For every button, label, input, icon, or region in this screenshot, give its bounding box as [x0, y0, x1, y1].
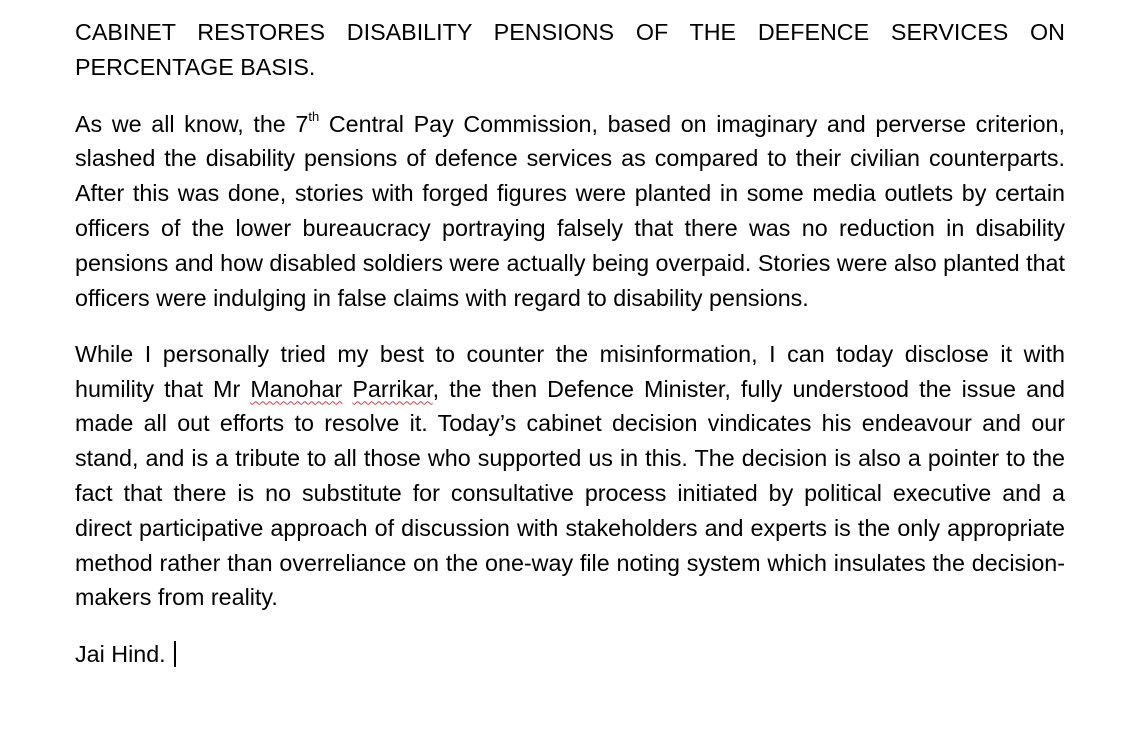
document-body[interactable] [75, 15, 1065, 693]
closing-text: Jai Hind. [75, 640, 166, 667]
paragraph-1-start: As we all know, the 7 [75, 110, 309, 137]
document-title [75, 15, 1065, 85]
paragraph-1 [75, 107, 1065, 316]
name-space [342, 376, 352, 402]
paragraph-2 [75, 337, 1065, 615]
ordinal-superscript: th [308, 108, 320, 124]
spellcheck-word-manohar[interactable]: Manohar [250, 375, 343, 402]
closing-line [75, 637, 1065, 672]
text-cursor [174, 641, 176, 667]
paragraph-2-rest: , the then Defence Minister, fully understood the issue and made all out efforts to resolve it. Today’s cabinet decision vindicates his endeavour and our stand, and is a tribute to all those who supported us in this. The decision is also a pointer to the fact that there is no substitute for consultative process initiated by political executive and a direct participative approach of discussion with stakeholders and experts is the only appropriate method rather than overreliance on the one-way file noting system which insulates the decision-makers from reality. [75, 375, 1065, 611]
paragraph-1-rest: Central Pay Commission, based on imaginary and perverse criterion, slashed the disability pensions of defence services as compared to their civilian counterparts. After this was done, stories with forged figures were planted in some media outlets by certain officers of the lower bureaucracy portraying falsely that there was no reduction in disability pensions and how disabled soldiers were actually being overpaid. Stories were also planted that officers were indulging in false claims with regard to disability pensions. [75, 110, 1065, 311]
title-text: CABINET RESTORES DISABILITY PENSIONS OF THE DEFENCE SERVICES ON PERCENTAGE BASIS. [75, 19, 1065, 80]
paragraph-2-start: While I personally tried my best to counter the misinformation, I can today disclose it with humility that Mr [75, 340, 1065, 402]
spellcheck-word-parrikar[interactable]: Parrikar [352, 375, 433, 402]
